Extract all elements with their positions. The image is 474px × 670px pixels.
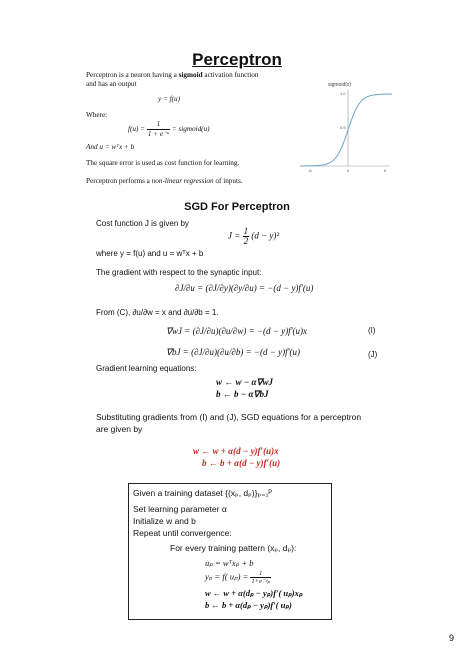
u-definition: And u = wᵀx + b bbox=[86, 143, 135, 151]
algo-y-lhs: yₚ = f( uₚ) = bbox=[205, 571, 249, 582]
algo-line-8: w ← w + α(dₚ − yₚ)f′( uₚ)xₚ bbox=[205, 588, 303, 598]
cost-lhs: J = bbox=[228, 230, 241, 241]
plot-ytick: 1.0 bbox=[340, 91, 346, 96]
grad-b-equation: ∇bJ = (∂J/∂u)(∂u/∂b) = −(d − y)f′(u) bbox=[166, 347, 301, 357]
label-j: (J) bbox=[368, 350, 378, 359]
frac-den: 1 + e⁻ᵘ bbox=[147, 130, 169, 138]
algo-line-1: Given a training dataset {(xₚ, dₚ)}ₚ₌₁ᴾ bbox=[133, 488, 273, 498]
plot-ytick: 0.5 bbox=[340, 125, 346, 130]
intro-text: activation function bbox=[202, 71, 259, 79]
algo-line-2: Set learning parameter α bbox=[133, 504, 227, 514]
algo-line-6: uₚ = wᵀxₚ + b bbox=[205, 558, 254, 568]
nonlinear-post: of inputs. bbox=[213, 177, 243, 185]
algo-line-3: Initialize w and b bbox=[133, 516, 196, 526]
plot-xtick: 6 bbox=[384, 168, 387, 173]
algo-y-fraction bbox=[250, 570, 271, 585]
nonlinear-text bbox=[86, 177, 243, 186]
red-b-equation: b ← b + α(d − y)f′(u) bbox=[202, 458, 281, 468]
frac-den: 1+e⁻ᵘₚ bbox=[251, 578, 271, 585]
plot-xtick: -6 bbox=[308, 168, 312, 173]
intro-line-1 bbox=[86, 71, 258, 80]
cost-fraction bbox=[243, 227, 250, 246]
frac-num: 1 bbox=[243, 226, 249, 236]
algo-line-4: Repeat until convergence: bbox=[133, 528, 232, 538]
intro-bold: sigmoid bbox=[178, 71, 203, 79]
frac-den: 2 bbox=[243, 236, 249, 246]
algo-line-7 bbox=[205, 570, 271, 585]
intro-text: Perceptron is a neuron having a bbox=[86, 71, 179, 79]
sigmoid-plot bbox=[298, 76, 392, 176]
plot-xtick: 0 bbox=[347, 168, 350, 173]
output-equation: y = f(u) bbox=[158, 95, 181, 103]
cost-equation bbox=[228, 227, 279, 246]
frac-num: 1 bbox=[250, 570, 271, 578]
subst-line-2: are given by bbox=[96, 424, 143, 434]
red-w-equation: w ← w + α(d − y)f′(u)x bbox=[193, 446, 279, 456]
label-i: (I) bbox=[368, 326, 376, 335]
nonlinear-em: non-linear regression bbox=[151, 177, 214, 185]
where-line: where y = f(u) and u = wᵀx + b bbox=[96, 249, 204, 258]
intro-line-2: and has an output bbox=[86, 80, 137, 88]
page-title: Perceptron bbox=[192, 50, 282, 69]
plot-ylabel: sigmoid(x) bbox=[328, 82, 352, 88]
square-error-text: The square error is used as cost function for learning. bbox=[86, 159, 240, 167]
gradient-equation: ∂J/∂u = (∂J/∂y)(∂y/∂u) = −(d − y)f′(u) bbox=[175, 283, 314, 293]
gradient-intro: The gradient with respect to the synaptic input: bbox=[96, 268, 262, 277]
learning-eq-title: Gradient learning equations: bbox=[96, 364, 197, 373]
cost-rhs: (d − y)² bbox=[251, 230, 280, 241]
sigmoid-curve bbox=[300, 94, 392, 166]
learn-w-eq: w ← w − α∇wJ bbox=[216, 377, 273, 387]
sigmoid-fraction bbox=[147, 120, 170, 139]
nonlinear-pre: Perceptron performs a bbox=[86, 177, 152, 185]
algo-line-9: b ← b + α(dₚ − yₚ)f′( uₚ) bbox=[205, 600, 292, 610]
cost-intro: Cost function J is given by bbox=[96, 219, 189, 228]
where-label: Where: bbox=[86, 111, 108, 119]
sigmoid-rhs: = sigmoid(u) bbox=[171, 125, 210, 134]
learn-b-eq: b ← b − α∇bJ bbox=[216, 389, 269, 399]
sigmoid-lhs: f(u) = bbox=[128, 125, 146, 134]
sgd-title: SGD For Perceptron bbox=[184, 201, 290, 213]
page-number: 9 bbox=[448, 633, 454, 643]
from-c-line: From (C), ∂u/∂w = x and ∂u/∂b = 1. bbox=[96, 308, 219, 317]
grad-w-equation: ∇wJ = (∂J/∂u)(∂u/∂w) = −(d − y)f′(u)x bbox=[166, 326, 308, 336]
subst-line-1: Substituting gradients from (I) and (J), SGD equations for a perceptron bbox=[96, 412, 362, 422]
algo-line-5: For every training pattern (xₚ, dₚ): bbox=[170, 543, 297, 553]
frac-num: 1 bbox=[147, 120, 170, 130]
sigmoid-equation bbox=[128, 120, 210, 139]
